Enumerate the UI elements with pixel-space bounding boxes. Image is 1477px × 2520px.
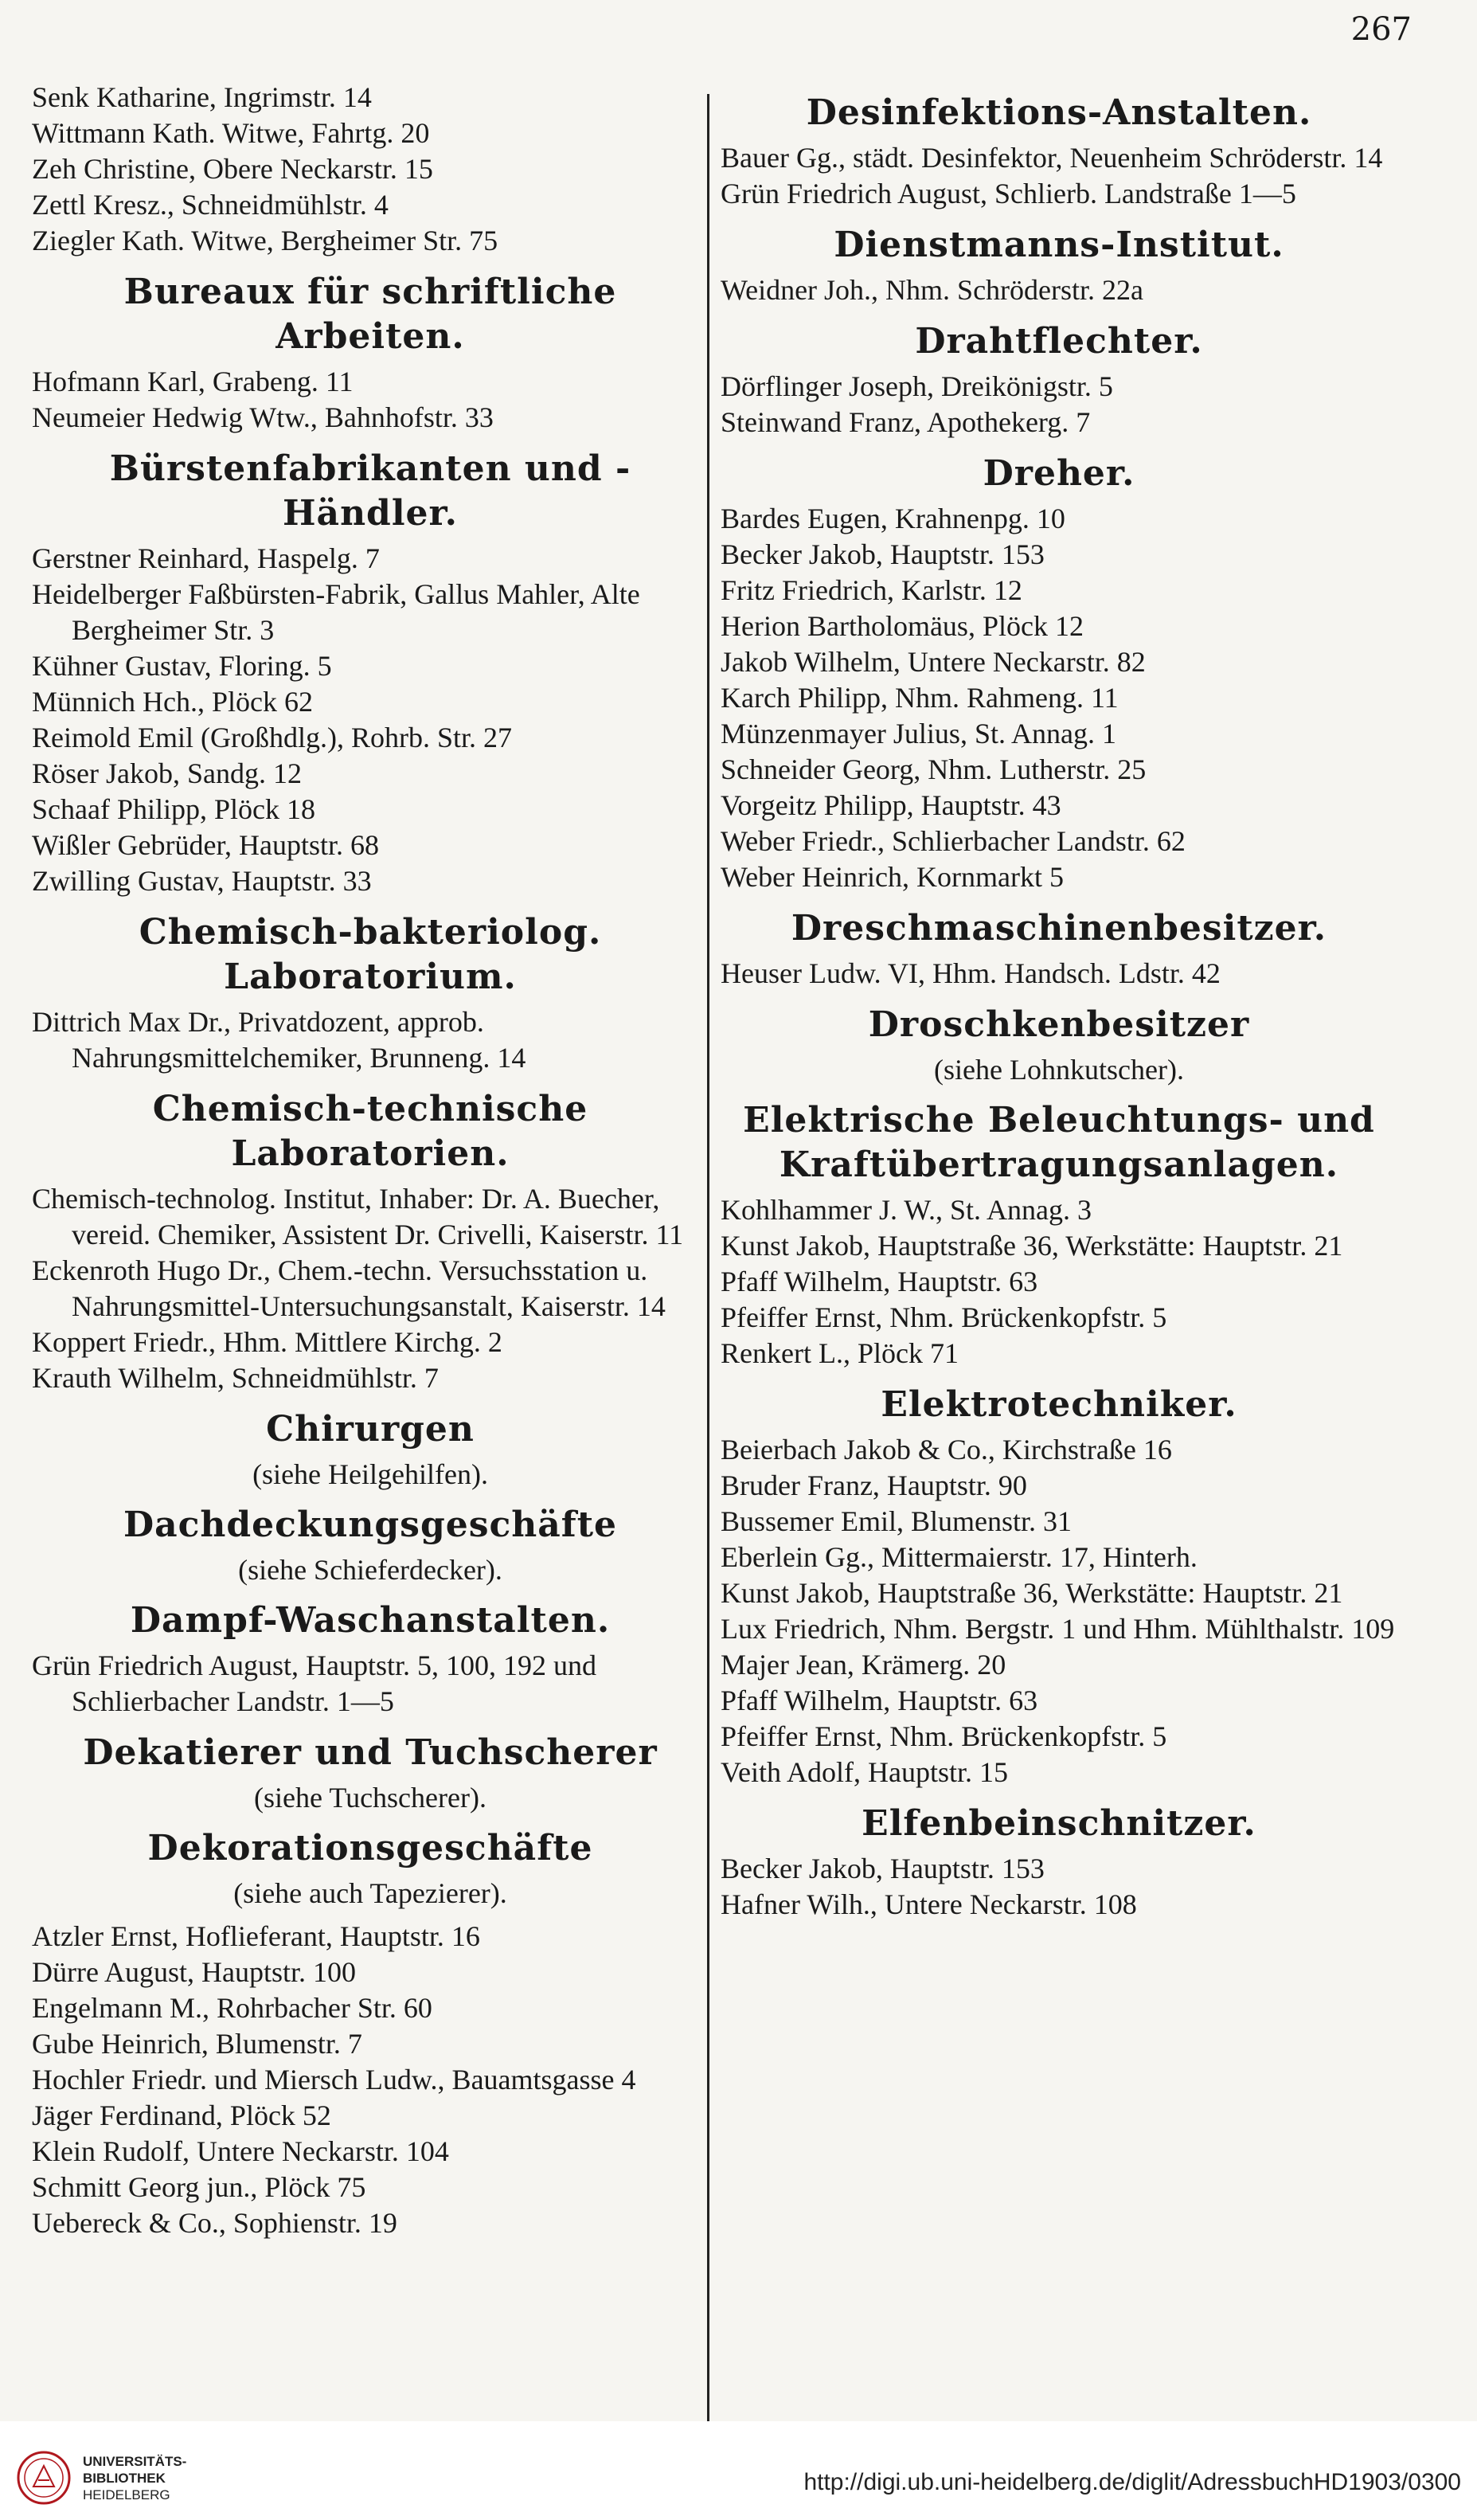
category-heading: Dampf-Waschanstalten.: [130, 1600, 611, 1641]
left-column: [32, 80, 709, 2241]
directory-entry: Kühner Gustav, Floring. 5: [32, 650, 332, 682]
cross-reference-note: (siehe auch Tapezierer).: [233, 1877, 507, 1909]
directory-entry: Heuser Ludw. VI, Hhm. Handsch. Ldstr. 42: [721, 957, 1221, 989]
library-name: [83, 2453, 186, 2503]
directory-entry: Senk Katharine, Ingrimstr. 14: [32, 81, 372, 113]
directory-entry: Eberlein Gg., Mittermaierstr. 17, Hinterh.: [721, 1541, 1198, 1573]
directory-entry: Vorgeitz Philipp, Hauptstr. 43: [721, 789, 1061, 821]
directory-entry: Uebereck & Co., Sophienstr. 19: [32, 2207, 397, 2239]
directory-entry: Dürre August, Hauptstr. 100: [32, 1956, 356, 1988]
directory-entry: Bussemer Emil, Blumenstr. 31: [721, 1505, 1072, 1537]
directory-entry: Wittmann Kath. Witwe, Fahrtg. 20: [32, 117, 430, 149]
category-heading: Dekatierer und Tuchscherer: [83, 1732, 658, 1773]
category-heading: Bürstenfabrikanten und -Händler.: [109, 448, 631, 534]
cross-reference-note: (siehe Schieferdecker).: [238, 1554, 502, 1586]
category-heading: Dreschmaschinenbesitzer.: [791, 908, 1327, 949]
directory-entry: Bauer Gg., städt. Desinfektor, Neuenheim Schröderstr. 14: [721, 142, 1383, 174]
directory-entry: Schneider Georg, Nhm. Lutherstr. 25: [721, 753, 1147, 785]
directory-entry: Röser Jakob, Sandg. 12: [32, 757, 302, 789]
directory-entry: Reimold Emil (Großhdlg.), Rohrb. Str. 27: [32, 722, 512, 753]
directory-entry: Pfaff Wilhelm, Hauptstr. 63: [721, 1266, 1038, 1297]
directory-entry: Becker Jakob, Hauptstr. 153: [721, 538, 1045, 570]
directory-entry: Dittrich Max Dr., Privatdozent, approb. Nahrungsmittelchemiker, Brunneng. 14: [32, 1006, 526, 1074]
directory-entry: Heidelberger Faßbürsten-Fabrik, Gallus Mahler, Alte Bergheimer Str. 3: [32, 578, 640, 646]
category-heading: Dachdeckungsgeschäfte: [123, 1505, 618, 1545]
directory-entry: Zettl Kresz., Schneidmühlstr. 4: [32, 189, 389, 221]
directory-entry: Karch Philipp, Nhm. Rahmeng. 11: [721, 682, 1119, 714]
directory-entry: Neumeier Hedwig Wtw., Bahnhofstr. 33: [32, 401, 494, 433]
directory-entry: Bruder Franz, Hauptstr. 90: [721, 1469, 1027, 1501]
directory-entry: Jäger Ferdinand, Plöck 52: [32, 2099, 331, 2131]
directory-entry: Lux Friedrich, Nhm. Bergstr. 1 und Hhm. Mühlthalstr. 109: [721, 1613, 1395, 1645]
category-heading: Dreher.: [983, 453, 1135, 494]
category-heading: Chemisch-technische Laboratorien.: [152, 1089, 588, 1174]
category-heading: Desinfektions-Anstalten.: [806, 92, 1312, 133]
source-url-link[interactable]: http://digi.ub.uni-heidelberg.de/diglit/AdressbuchHD1903/0300: [803, 2469, 1461, 2495]
category-heading: Dekorationsgeschäfte: [147, 1828, 593, 1868]
directory-entry: Grün Friedrich August, Hauptstr. 5, 100, 192 und Schlierbacher Landstr. 1—5: [32, 1649, 596, 1717]
directory-entry: Zeh Christine, Obere Neckarstr. 15: [32, 153, 433, 185]
directory-entry: Chemisch-technolog. Institut, Inhaber: Dr. A. Buecher, vereid. Chemiker, Assistent Dr. Crivelli, Kaiserstr. 11: [32, 1183, 684, 1250]
directory-entry: Beierbach Jakob & Co., Kirchstraße 16: [721, 1434, 1172, 1465]
cross-reference-note: (siehe Heilgehilfen).: [252, 1458, 488, 1490]
directory-entry: Dörflinger Joseph, Dreikönigstr. 5: [721, 370, 1113, 402]
directory-entry: Weidner Joh., Nhm. Schröderstr. 22a: [721, 274, 1143, 306]
directory-entry: Münnich Hch., Plöck 62: [32, 686, 313, 718]
directory-entry: Klein Rudolf, Untere Neckarstr. 104: [32, 2135, 449, 2167]
category-heading: Droschkenbesitzer: [868, 1004, 1250, 1045]
category-heading: Drahtflechter.: [915, 321, 1203, 362]
directory-entry: Fritz Friedrich, Karlstr. 12: [721, 574, 1022, 606]
page-number: 267: [1350, 11, 1412, 48]
footer-bar: [0, 2421, 1477, 2520]
cross-reference-note: (siehe Tuchscherer).: [254, 1782, 486, 1814]
directory-entry: Kunst Jakob, Hauptstraße 36, Werkstätte: Hauptstr. 21: [721, 1577, 1343, 1609]
directory-entry: Kunst Jakob, Hauptstraße 36, Werkstätte: Hauptstr. 21: [721, 1230, 1343, 1262]
category-heading: Dienstmanns-Institut.: [834, 225, 1284, 265]
directory-entry: Gube Heinrich, Blumenstr. 7: [32, 2028, 362, 2060]
directory-entry: Weber Friedr., Schlierbacher Landstr. 62: [721, 825, 1186, 857]
directory-entry: Becker Jakob, Hauptstr. 153: [721, 1853, 1045, 1884]
directory-entry: Krauth Wilhelm, Schneidmühlstr. 7: [32, 1362, 439, 1394]
category-heading: Elfenbeinschnitzer.: [862, 1803, 1256, 1844]
directory-entry: Koppert Friedr., Hhm. Mittlere Kirchg. 2: [32, 1326, 502, 1358]
directory-entry: Münzenmayer Julius, St. Annag. 1: [721, 718, 1116, 749]
directory-entry: Eckenroth Hugo Dr., Chem.-techn. Versuchsstation u. Nahrungsmittel-Untersuchungsanstalt, Kaiserstr. 14: [32, 1254, 666, 1322]
column-divider: [707, 94, 709, 2483]
directory-entry: Majer Jean, Krämerg. 20: [721, 1649, 1006, 1681]
cross-reference-note: (siehe Lohnkutscher).: [934, 1054, 1184, 1086]
directory-entry: Steinwand Franz, Apothekerg. 7: [721, 406, 1091, 438]
library-name-line: UNIVERSITÄTS-: [83, 2454, 187, 2469]
directory-entry: Engelmann M., Rohrbacher Str. 60: [32, 1992, 432, 2024]
directory-entry: Pfeiffer Ernst, Nhm. Brückenkopfstr. 5: [721, 1301, 1167, 1333]
directory-entry: Zwilling Gustav, Hauptstr. 33: [32, 865, 372, 897]
right-column: [721, 80, 1397, 1923]
library-name-line: BIBLIOTHEK: [83, 2471, 166, 2486]
directory-entry: Herion Bartholomäus, Plöck 12: [721, 610, 1084, 642]
category-heading: Elektrische Beleuchtungs- und Kraftübertragungsanlagen.: [743, 1100, 1375, 1185]
category-heading: Bureaux für schriftliche Arbeiten.: [123, 272, 617, 357]
library-name-line: HEIDELBERG: [83, 2487, 170, 2502]
directory-entry: Schaaf Philipp, Plöck 18: [32, 793, 315, 825]
directory-entry: Jakob Wilhelm, Untere Neckarstr. 82: [721, 646, 1146, 678]
directory-entry: Hochler Friedr. und Miersch Ludw., Bauamtsgasse 4: [32, 2064, 636, 2095]
directory-entry: Hofmann Karl, Grabeng. 11: [32, 366, 354, 397]
directory-entry: Kohlhammer J. W., St. Annag. 3: [721, 1194, 1092, 1226]
directory-entry: Weber Heinrich, Kornmarkt 5: [721, 861, 1064, 893]
directory-entry: Pfaff Wilhelm, Hauptstr. 63: [721, 1685, 1038, 1716]
directory-entry: Atzler Ernst, Hoflieferant, Hauptstr. 16: [32, 1920, 480, 1952]
directory-entry: Wißler Gebrüder, Hauptstr. 68: [32, 829, 379, 861]
university-seal-icon: [16, 2450, 72, 2506]
directory-entry: Ziegler Kath. Witwe, Bergheimer Str. 75: [32, 225, 498, 256]
category-heading: Chirurgen: [266, 1409, 475, 1450]
category-heading: Elektrotechniker.: [881, 1384, 1237, 1425]
directory-entry: Grün Friedrich August, Schlierb. Landstraße 1—5: [721, 178, 1296, 209]
directory-entry: Pfeiffer Ernst, Nhm. Brückenkopfstr. 5: [721, 1720, 1167, 1752]
directory-entry: Veith Adolf, Hauptstr. 15: [721, 1756, 1008, 1788]
directory-entry: Renkert L., Plöck 71: [721, 1337, 959, 1369]
directory-entry: Hafner Wilh., Untere Neckarstr. 108: [721, 1888, 1137, 1920]
category-heading: Chemisch-bakteriolog. Laboratorium.: [139, 912, 602, 997]
directory-entry: Bardes Eugen, Krahnenpg. 10: [721, 503, 1065, 534]
directory-entry: Schmitt Georg jun., Plöck 75: [32, 2171, 366, 2203]
directory-entry: Gerstner Reinhard, Haspelg. 7: [32, 542, 380, 574]
